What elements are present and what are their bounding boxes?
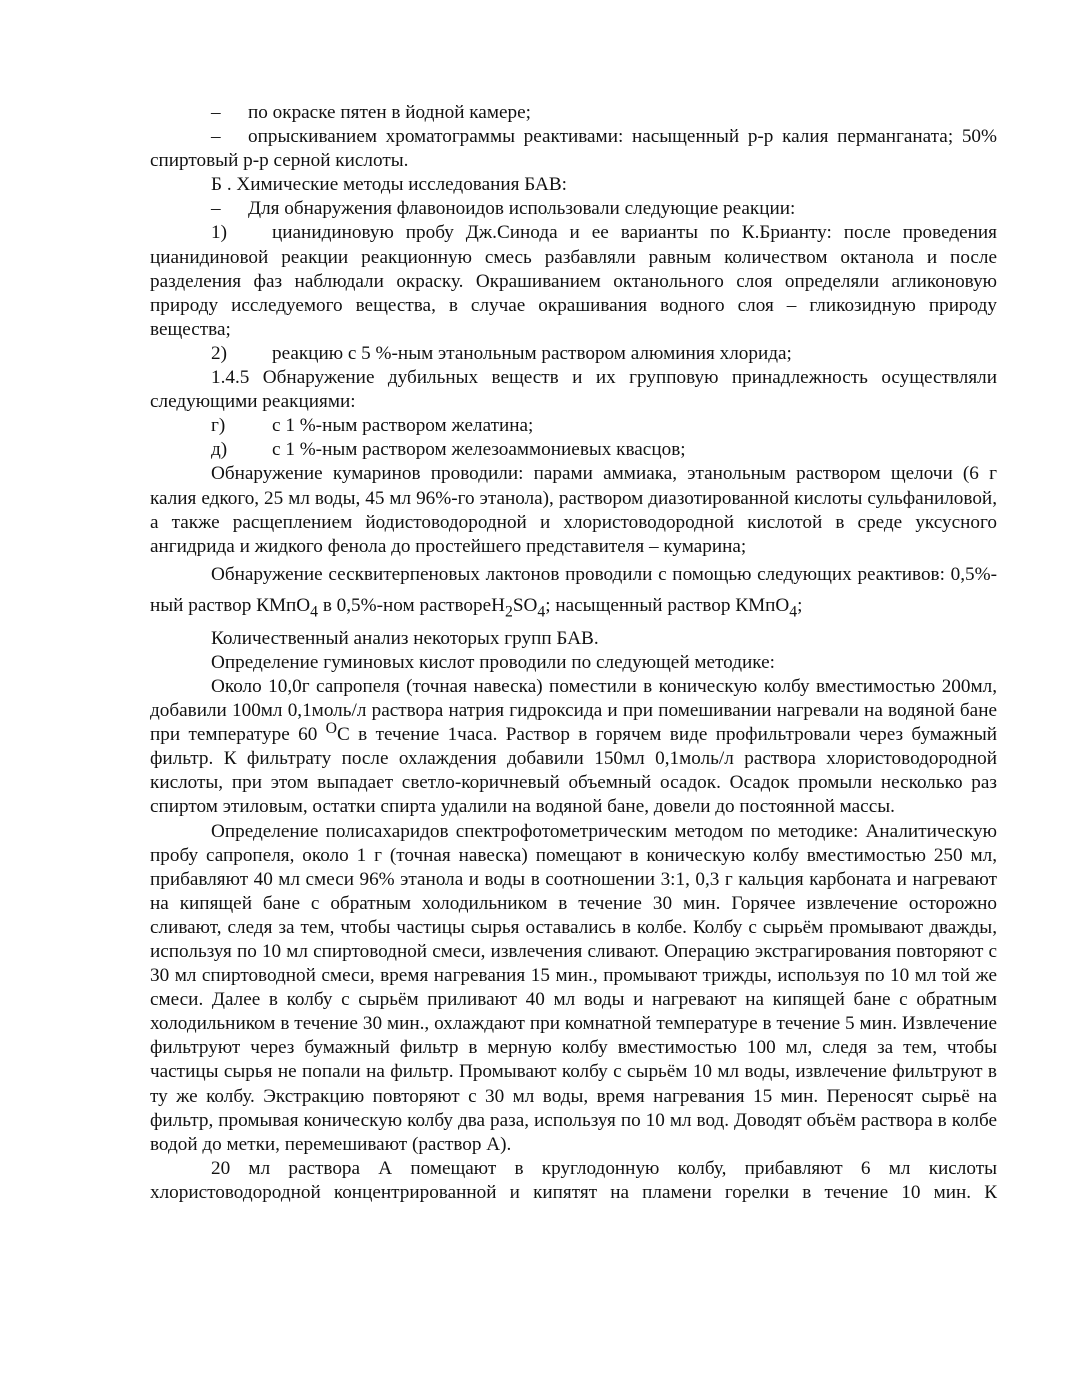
paragraph-humic-acids-intro: Определение гуминовых кислот проводили по следующей методике:: [211, 651, 775, 673]
list-text: с 1 %-ным раствором желатина;: [272, 415, 534, 437]
list-item-cyanidin-test: [150, 221, 997, 341]
list-item-flavonoids: [150, 197, 997, 221]
list-text: цианидиновую пробу Дж.Синода и ее варианты по К.Брианту: после проведения цианидиновой реакции реакционную смесь разбавляли равным количеством октанола и после разделения фаз наблюдали окраску. Окрашиванием октанольного слоя определяли агликоновую природу исследуемого вещества, в случае окрашивания водного слоя – гликозидную природу вещества;: [150, 222, 997, 340]
list-text: Для обнаружения флавоноидов использовали следующие реакции:: [248, 198, 796, 220]
list-item-aluminium-chloride: [150, 342, 997, 366]
list-marker: –: [211, 126, 221, 148]
list-item-alum: [150, 438, 997, 462]
list-item-iodine: [150, 101, 997, 125]
list-marker: д): [211, 439, 228, 461]
list-marker: г): [211, 415, 226, 437]
list-text: реакцию с 5 %-ным этанольным раствором алюминия хлорида;: [272, 342, 792, 364]
paragraph-coumarins: Обнаружение кумаринов проводили: парами аммиака, этанольным раствором щелочи (6 г калия едкого, 25 мл воды, 45 мл 96%-го этанола), раствором диазотированной кислоты сульфаниловой, а также расщеплением йодистоводородной и хлористоводородной кислотой в среде уксусного ангидрида и жидкого фенола до простейшего представителя – кумарина;: [150, 463, 997, 557]
list-marker: 1): [211, 222, 227, 244]
list-text: с 1 %-ным раствором железоаммониевых квасцов;: [272, 439, 686, 461]
list-marker: –: [211, 198, 221, 220]
list-marker: –: [211, 102, 221, 123]
paragraph-polysaccharides-method: Определение полисахаридов спектрофотометрическим методом по методике: Аналитическую пробу сапропеля, около 1 г (точная навеска) помещают в коническую колбу вместимостью 250 мл, прибавляют 40 мл смеси 96% этанола и воды в соотношении 3:1, 0,3 г кальция карбоната и нагревают на кипящей бане с обратным холодильником в течение 30 мин. Горячее извлечение осторожно сливают, следя за тем, чтобы частицы сырья оставались в колбе. Колбу с сырьём промывают дважды, используя по 10 мл спиртоводной смеси, извлечения сливают. Операцию экстрагирования повторяют с 30 мл спиртоводной смеси, время нагревания 15 мин., промывают трижды, используя по 10 мл той же смеси. Далее в колбу с сырьём приливают 40 мл воды и нагревают на кипящей бане с обратным холодильником в течение 30 мин., охлаждают при комнатной температуре в течение 5 мин. Извлечение фильтруют через бумажный фильтр в мерную колбу вместимостью 100 мл, следя за тем, чтобы частицы сырья не попали на фильтр. Промывают колбу с сырьём 10 мл воды, извлечение фильтруют в ту же колбу. Экстракцию повторяют с 30 мл воды, время нагревания 15 мин. Переносят сырьё на фильтр, промывая коническую колбу два раза, используя по 10 мл вод. Доводят объём раствора в колбе водой до метки, перемешивают (раствор А).: [150, 820, 997, 1155]
section-heading-chemical-methods: Б . Химические методы исследования БАВ:: [211, 174, 568, 196]
document-page: [150, 101, 997, 1205]
paragraph-sesquiterpene-lactones: Обнаружение сесквитерпеновых лактонов проводили с помощью следующих реактивов: 0,5%-ный раствор КМпО$_4$ в 0,5%-ном $раствореH_2SO_4$; насыщенный раствор КМпО$_4$;: [150, 563, 997, 621]
list-item-spraying: [150, 125, 997, 173]
list-text: опрыскиванием хроматограммы реактивами: насыщенный р-р калия перманганата; 50% спиртовый р-р серной кислоты.: [150, 126, 997, 172]
paragraph-tannins: 1.4.5 Обнаружение дубильных веществ и их групповую принадлежность осуществляли следующими реакциями:: [150, 367, 997, 413]
list-item-gelatin: [150, 414, 997, 438]
paragraph-humic-acids-method: Около 10,0г сапропеля (точная навеска) поместили в коническую колбу вместимостью 200мл, добавили 100мл 0,1моль/л раствора натрия гидроксида и при помешивании нагревали на водяной бане при температуре 60 $^О$С в течение 1часа. Раствор в горячем виде профильтровали через бумажный фильтр. К фильтрату после охлаждения добавили 150мл 0,1моль/л раствора хлористоводородной кислоты, при этом выпадает светло-коричневый объемный осадок. Осадок промыли несколько раз спиртом этиловым, остатки спирта удалили на водяной бане, довели до постоянной массы.: [150, 675, 997, 818]
section-heading-quantitative: Количественный анализ некоторых групп БАВ.: [211, 627, 599, 649]
list-marker: 2): [211, 342, 227, 364]
list-text: по окраске пятен в йодной камере;: [248, 102, 531, 123]
paragraph-solution-a: 20 мл раствора А помещают в круглодонную колбу, прибавляют 6 мл кислоты хлористоводородной концентрированной и кипятят на пламени горелки в течение 10 мин. К: [150, 1157, 997, 1203]
